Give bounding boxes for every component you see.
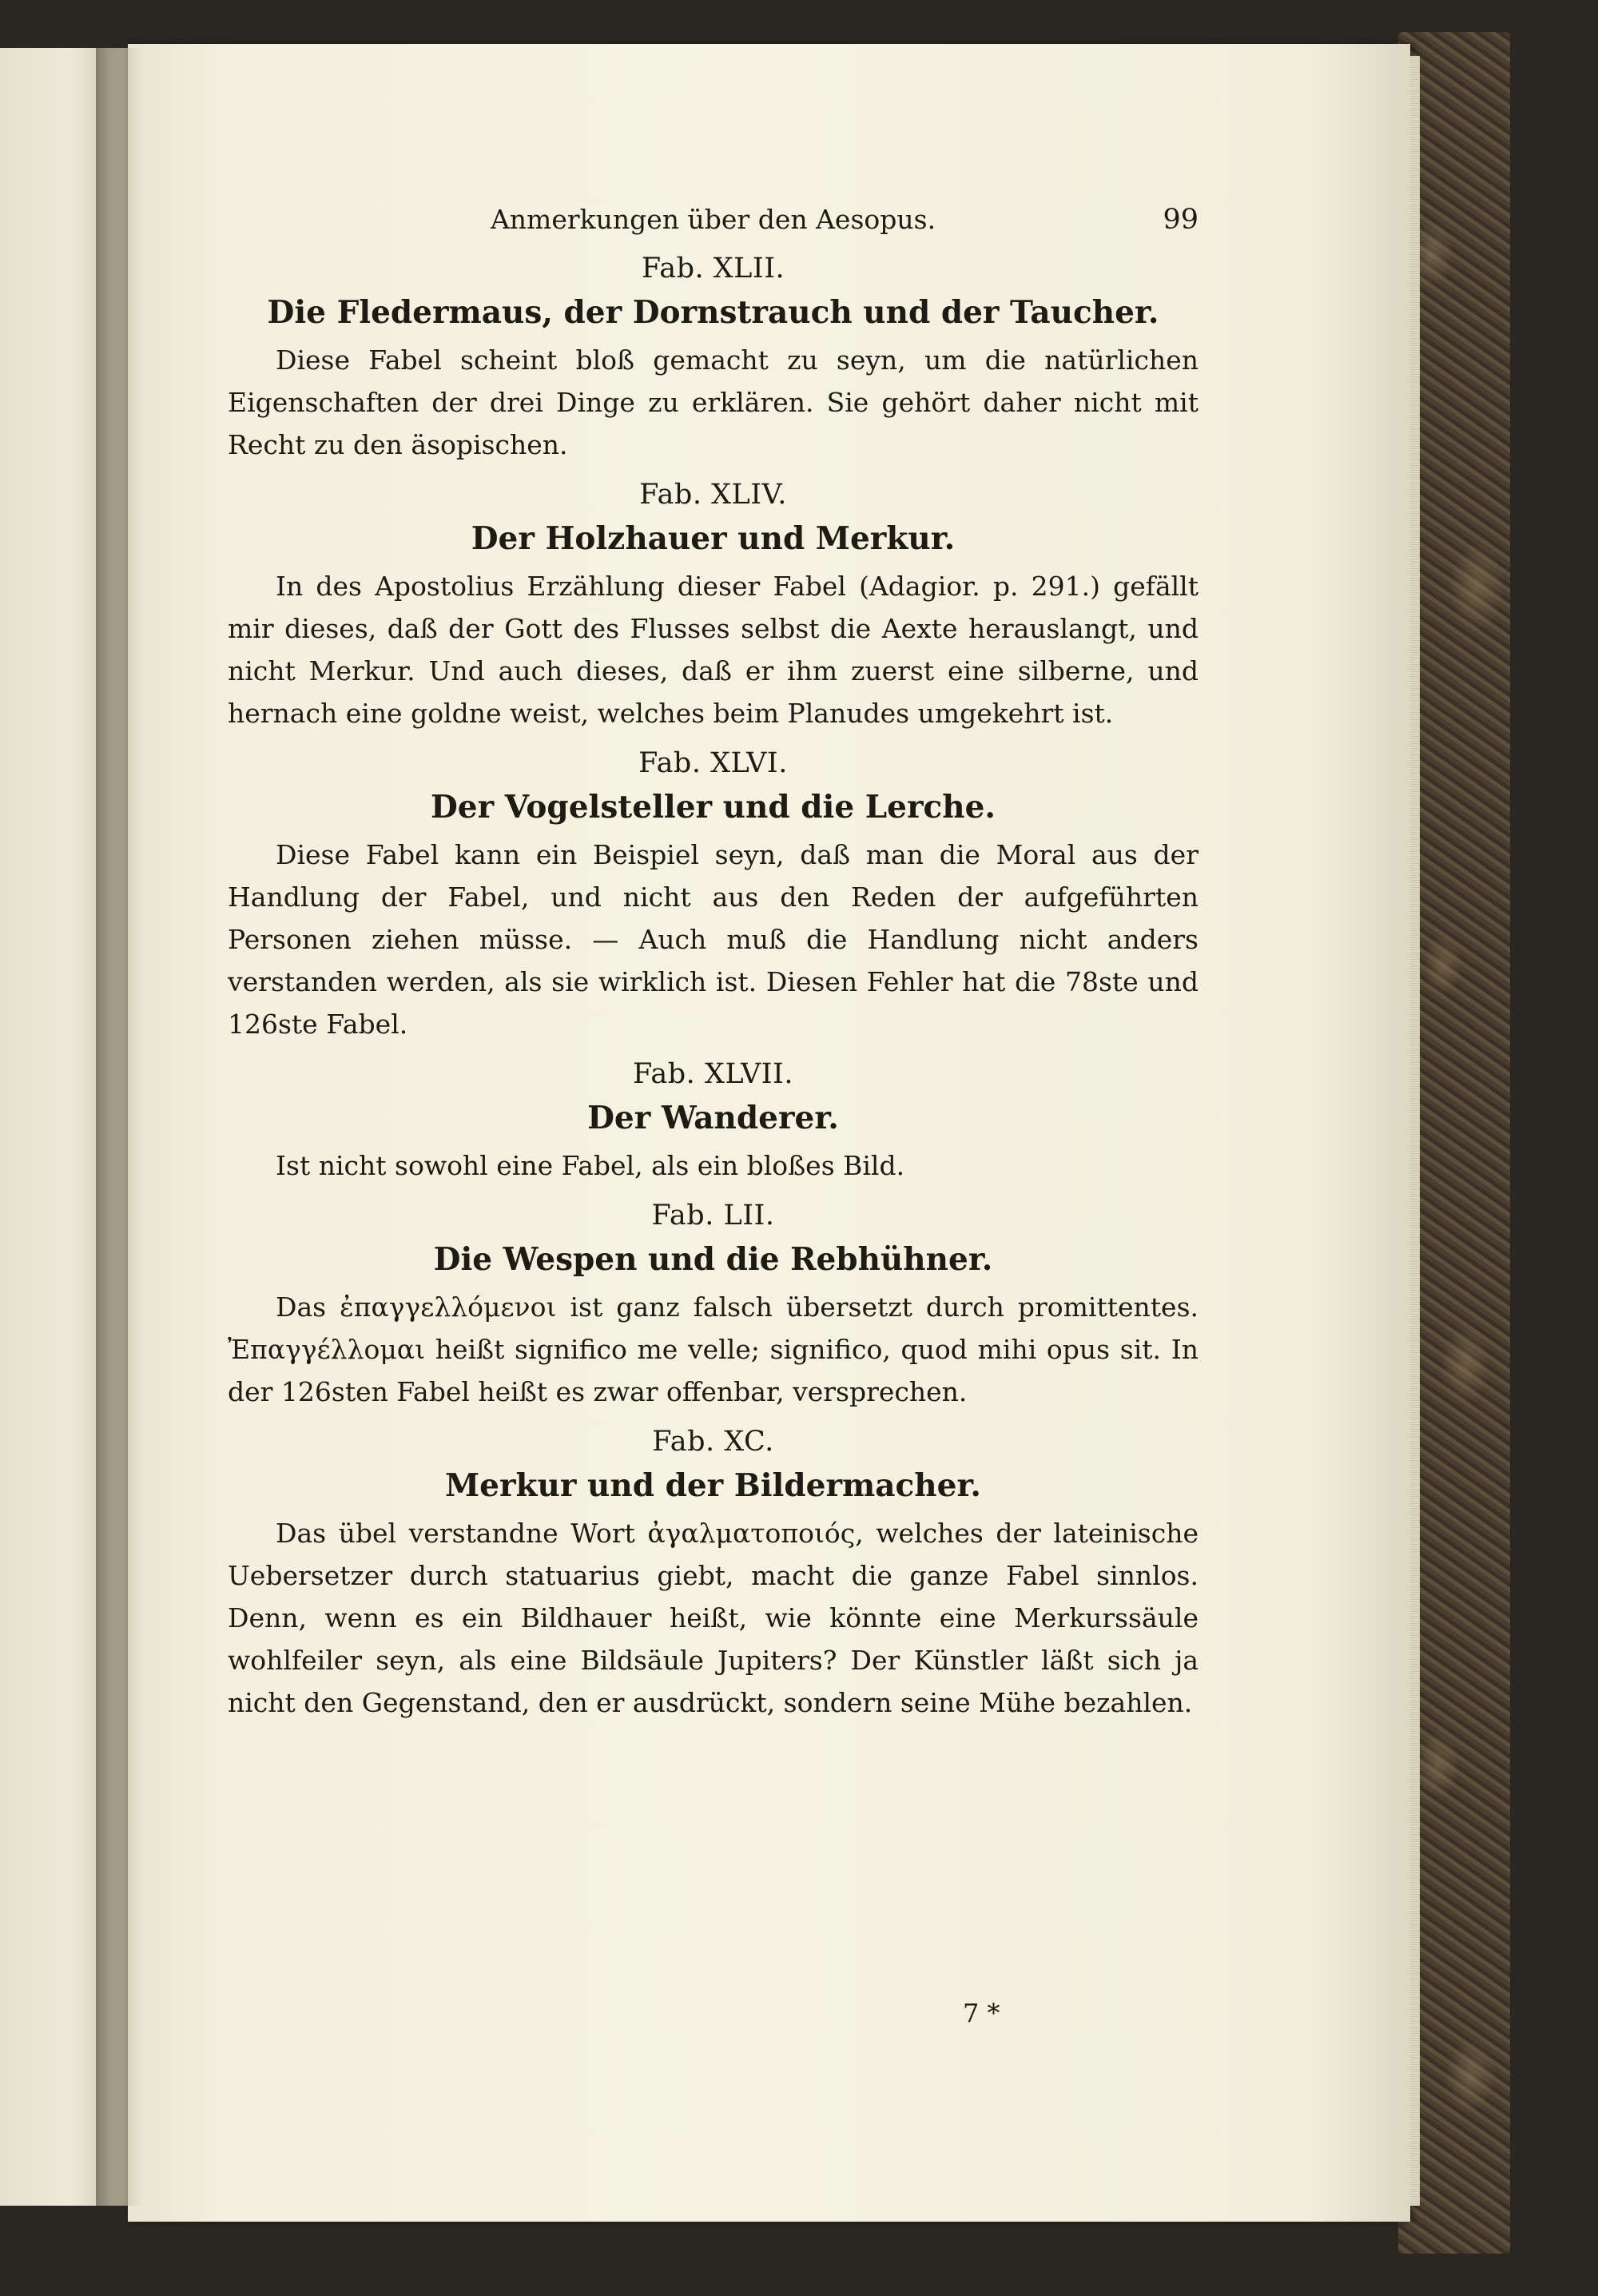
fable-number: Fab. XC. — [652, 1426, 774, 1458]
fable-commentary: Ist nicht sowohl eine Fabel, als ein bloßes Bild. — [276, 1150, 905, 1181]
fable-commentary: In des Apostolius Erzählung dieser Fabel (Adagior. p. 291.) gefällt mir dieses, daß der Gott des Flusses selbst die Aexte herauslangt, und nicht Merkur. Und auch dieses, daß er ihm zuerst eine silberne, und hernach eine goldne weist, welches beim Planudes umgekehrt ist. — [228, 571, 1198, 729]
fable-title: Die Wespen und die Rebhühner. — [433, 1241, 993, 1278]
fable-commentary: Das ἐπαγγελλόμενοι ist ganz falsch übersetzt durch promittentes. Ἐπαγγέλλομαι heißt significo me velle; significo, quod mihi opus sit. In der 126sten Fabel heißt es zwar offenbar, versprechen. — [228, 1291, 1198, 1407]
fable-note — [228, 248, 1198, 466]
fable-title: Die Fledermaus, der Dornstrauch und der Taucher. — [267, 294, 1159, 331]
fable-note — [228, 1195, 1198, 1413]
fable-number: Fab. XLII. — [641, 253, 785, 285]
page-text — [228, 204, 1198, 1732]
fable-note — [228, 1421, 1198, 1724]
page-stack-edge — [1410, 56, 1420, 2206]
fable-note — [228, 1053, 1198, 1187]
fable-title: Merkur und der Bildermacher. — [444, 1467, 982, 1504]
fable-commentary: Das übel verstandne Wort ἀγαλματοποιός, welches der lateinische Uebersetzer durch statuarius giebt, macht die ganze Fabel sinnlos. Denn, wenn es ein Bildhauer heißt, wie könnte eine Merkurssäule wohlfeiler seyn, als eine Bildsäule Jupiters? Der Künstler läßt sich ja nicht den Gegenstand, den er ausdrückt, sondern seine Mühe bezahlen. — [228, 1518, 1198, 1718]
running-head — [228, 204, 1198, 248]
running-head-title: Anmerkungen über den Aesopus. — [490, 204, 936, 235]
fable-note — [228, 742, 1198, 1045]
fable-number: Fab. XLVI. — [638, 747, 788, 779]
fable-number: Fab. XLVII. — [633, 1058, 793, 1090]
fable-title: Der Wanderer. — [587, 1100, 839, 1136]
fable-commentary: Diese Fabel scheint bloß gemacht zu seyn, um die natürlichen Eigenschaften der drei Dinge zu erklären. Sie gehört daher nicht mit Recht zu den äsopischen. — [228, 344, 1198, 460]
fable-commentary: Diese Fabel kann ein Beispiel seyn, daß man die Moral aus der Handlung der Fabel, und nicht aus den Reden der aufgeführten Personen ziehen müsse. — Auch muß die Handlung nicht anders verstanden werden, als sie wirklich ist. Diesen Fehler hat die 78ste und 126ste Fabel. — [228, 839, 1198, 1040]
fable-title: Der Holzhauer und Merkur. — [471, 520, 956, 557]
fable-note — [228, 474, 1198, 734]
signature-mark: 7 * — [963, 1998, 1000, 2028]
book-gutter — [96, 48, 144, 2206]
fable-title: Der Vogelsteller und die Lerche. — [430, 789, 996, 826]
fable-number: Fab. XLIV. — [639, 479, 787, 511]
page-number: 99 — [1163, 204, 1198, 236]
fable-number: Fab. LII. — [651, 1200, 775, 1232]
